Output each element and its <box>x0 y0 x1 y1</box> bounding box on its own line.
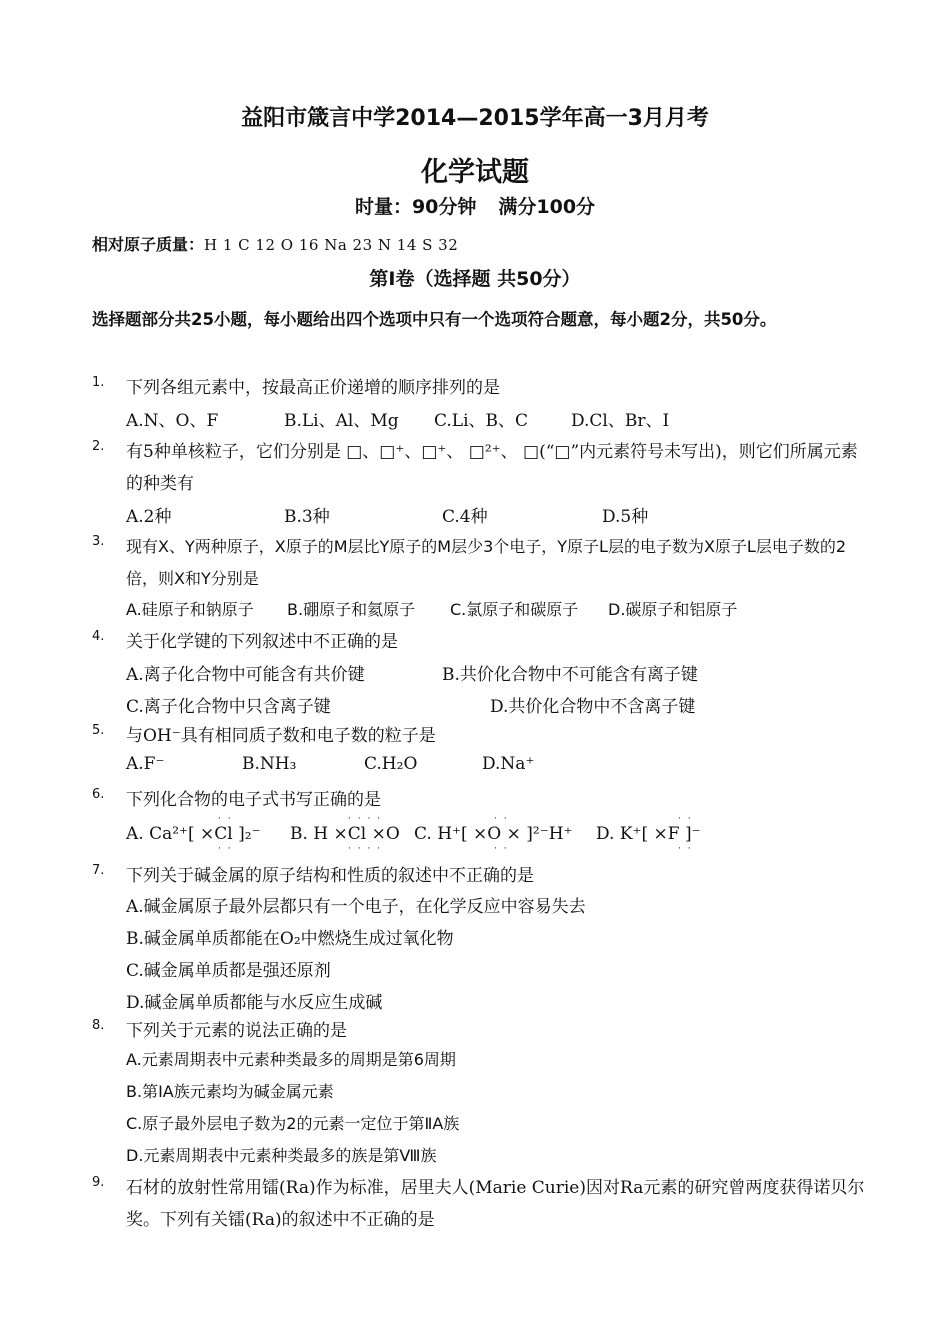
option-a: A.元素周期表中元素种类最多的周期是第6周期 <box>126 1050 456 1069</box>
time-limit: 时量：90分钟 <box>354 196 477 218</box>
question-number: 6. <box>92 787 105 802</box>
option-d: D.碳原子和铝原子 <box>608 600 738 619</box>
option-c: C.氯原子和碳原子 <box>450 600 579 619</box>
option-a: A.硅原子和钠原子 <box>126 600 254 619</box>
question-number: 9. <box>92 1175 105 1190</box>
option-a: A.N、O、F <box>126 411 219 431</box>
option-d: D.5种 <box>602 507 649 527</box>
electron-dots: · · <box>494 814 509 824</box>
atomic-mass-values: H 1 C 12 O 16 Na 23 N 14 S 32 <box>204 236 459 254</box>
option-d: D.碱金属单质都能与水反应生成碱 <box>126 993 383 1013</box>
option-a: A.碱金属原子最外层都只有一个电子，在化学反应中容易失去 <box>126 897 586 917</box>
option-a: A.F⁻ <box>126 754 165 774</box>
question-stem: 下列关于碱金属的原子结构和性质的叙述中不正确的是 <box>126 866 534 886</box>
question-number: 5. <box>92 723 105 738</box>
option-d: D. K⁺[ ×F ]⁻ <box>596 824 701 844</box>
question-stem: 下列化合物的电子式书写正确的是 <box>126 790 381 810</box>
question-stem: 石材的放射性常用镭(Ra)作为标准，居里夫人(Marie Curie)因对Ra元素的研究曾两度获得诺贝尔奖。下列有关镭(Ra)的叙述中不正确的是 <box>126 1178 865 1230</box>
option-b: B.3种 <box>284 507 330 527</box>
option-a: A.离子化合物中可能含有共价键 <box>126 665 365 685</box>
question-stem: 下列各组元素中，按最高正价递增的顺序排列的是 <box>126 378 500 398</box>
option-d: D.Na⁺ <box>482 754 535 774</box>
question-stem: 与OH⁻具有相同质子数和电子数的粒子是 <box>126 726 436 746</box>
instructions: 选择题部分共25小题，每小题给出四个选项中只有一个选项符合题意，每小题2分，共50分。 <box>92 310 777 329</box>
electron-dots: · · <box>678 814 693 824</box>
option-b: B.共价化合物中不可能含有离子键 <box>442 665 698 685</box>
full-score: 满分100分 <box>498 196 596 218</box>
option-c: C.4种 <box>442 507 488 527</box>
electron-dots: · · <box>678 844 693 854</box>
question-number: 1. <box>92 375 105 390</box>
subject-title: 化学试题 <box>421 157 529 188</box>
option-b: B.Li、Al、Mg <box>284 411 399 431</box>
question-stem: 现有X、Y两种原子，X原子的M层比Y原子的M层少3个电子，Y原子L层的电子数为X原子L层电子数的2倍，则X和Y分别是 <box>126 537 847 588</box>
option-d: D.共价化合物中不含离子键 <box>490 697 696 717</box>
option-c: C. H⁺[ ×O × ]²⁻H⁺ <box>414 824 573 844</box>
option-b: B.第IA族元素均为碱金属元素 <box>126 1082 334 1101</box>
electron-dots: · · <box>218 814 233 824</box>
option-b: B. H ×Cl ×O <box>290 824 400 844</box>
electron-dots: · · · · <box>348 844 383 854</box>
option-a: A. Ca²⁺[ ×Cl ]₂⁻ <box>126 824 261 844</box>
option-d: D.Cl、Br、I <box>571 411 670 431</box>
option-b: B.碱金属单质都能在O₂中燃烧生成过氧化物 <box>126 929 454 949</box>
option-c: C.碱金属单质都是强还原剂 <box>126 961 331 981</box>
question-stem: 有5种单核粒子，它们分别是 □、□⁺、□⁺、 □²⁺、 □(“□”内元素符号未写出)，则它们所属元素的种类有 <box>126 442 858 494</box>
question-number: 3. <box>92 534 105 549</box>
option-c: C.Li、B、C <box>434 411 529 431</box>
section-heading: 第I卷（选择题 共50分） <box>369 268 581 290</box>
atomic-mass-line <box>92 232 458 255</box>
electron-dots: · · · · <box>348 814 383 824</box>
question-stem: 下列关于元素的说法正确的是 <box>126 1021 347 1041</box>
option-a: A.2种 <box>126 507 172 527</box>
question-number: 4. <box>92 629 105 644</box>
option-d: D.元素周期表中元素种类最多的族是第Ⅷ族 <box>126 1146 437 1165</box>
atomic-mass-label: 相对原子质量： <box>92 235 205 254</box>
exam-meta <box>0 192 950 219</box>
option-b: B.NH₃ <box>242 754 297 774</box>
electron-dots: · · <box>218 844 233 854</box>
question-number: 8. <box>92 1018 105 1033</box>
question-number: 2. <box>92 439 105 454</box>
question-number: 7. <box>92 863 105 878</box>
option-c: C.H₂O <box>364 754 418 774</box>
question-stem: 关于化学键的下列叙述中不正确的是 <box>126 632 398 652</box>
exam-title: 益阳市箴言中学2014—2015学年高一3月月考 <box>241 106 709 131</box>
option-c: C.原子最外层电子数为2的元素一定位于第ⅡA族 <box>126 1114 460 1133</box>
option-c: C.离子化合物中只含离子键 <box>126 697 331 717</box>
electron-dots: · · <box>494 844 509 854</box>
option-b: B.硼原子和氦原子 <box>287 600 416 619</box>
